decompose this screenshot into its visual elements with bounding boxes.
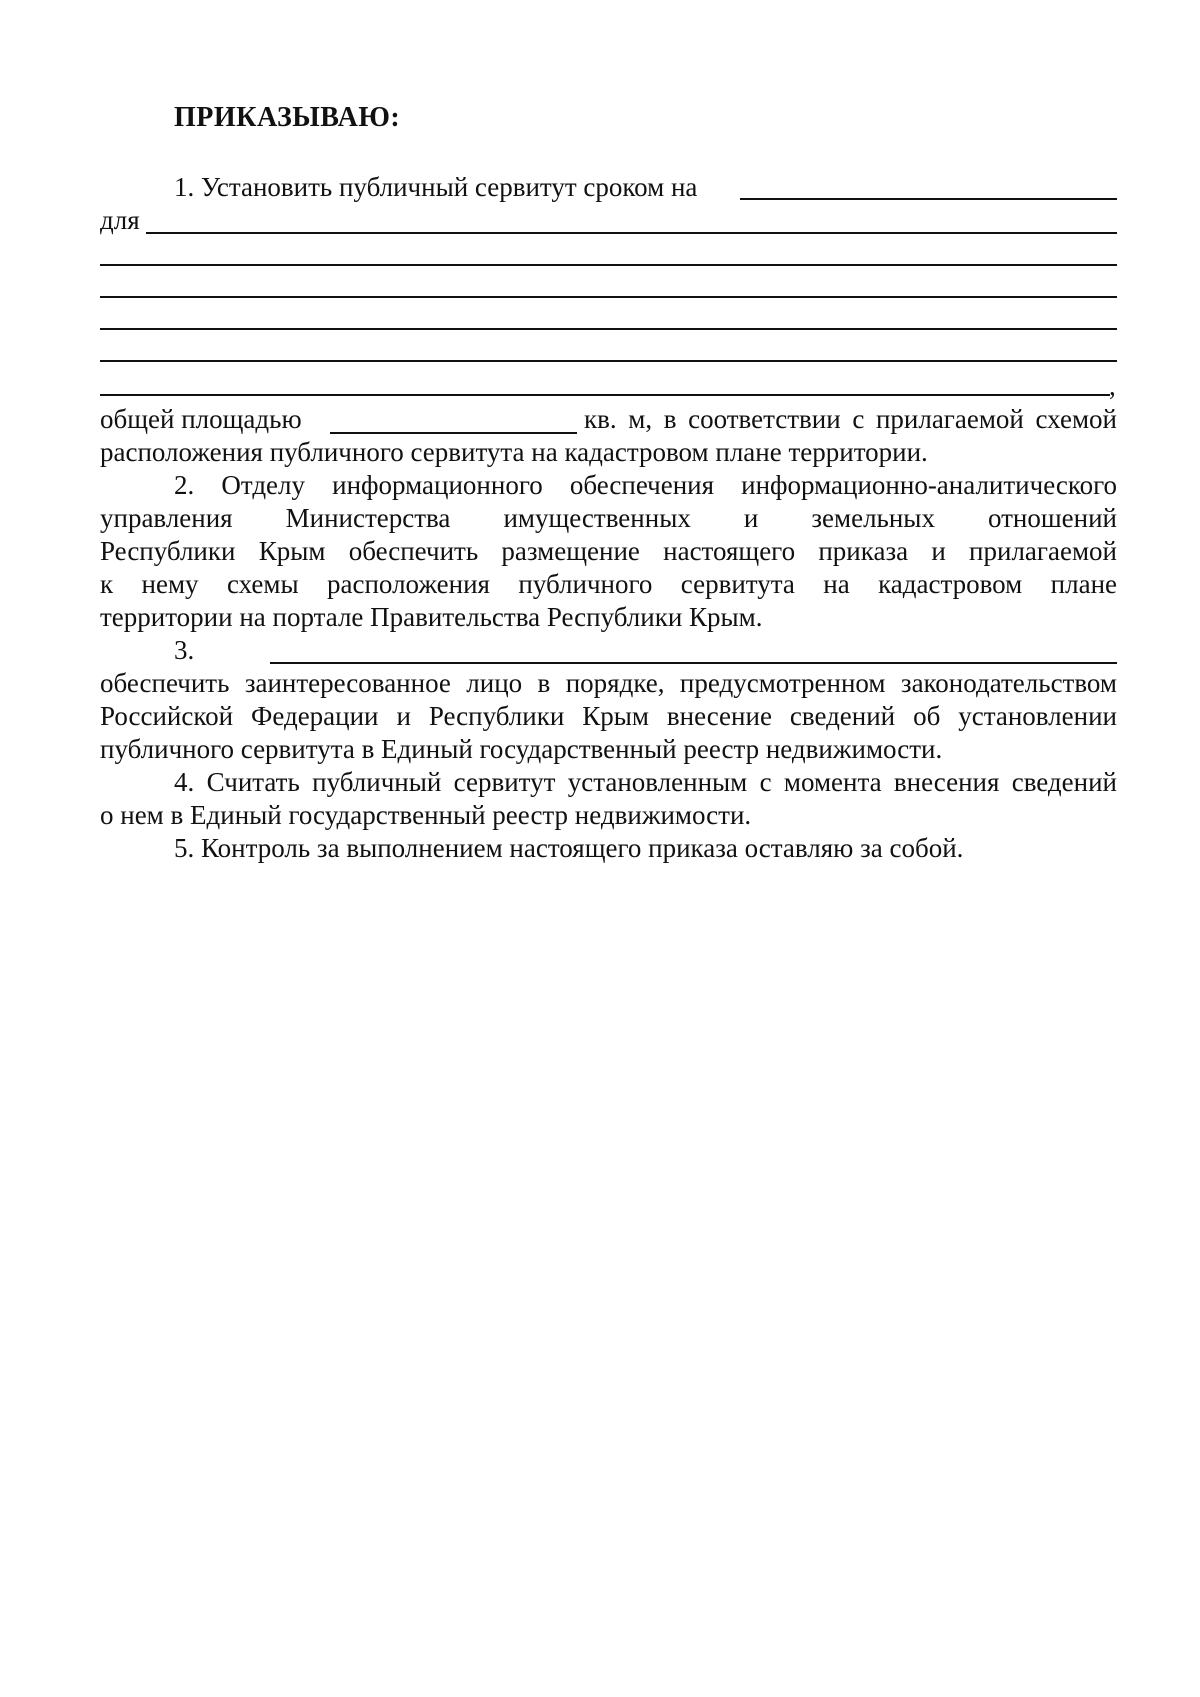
purpose-blank-line-5[interactable] bbox=[100, 360, 1117, 362]
purpose-blank-line-4[interactable] bbox=[100, 328, 1117, 330]
item1-for-label: для bbox=[100, 205, 140, 235]
item2-line4: к нему схемы расположения публичного сервитута на кадастровом плане bbox=[100, 569, 1117, 599]
item3-number: 3. bbox=[174, 635, 195, 665]
purpose-blank-line-2[interactable] bbox=[100, 264, 1117, 266]
item1-line2: расположения публичного сервитута на кадастровом плане территории. bbox=[100, 437, 928, 467]
purpose-blank-line-6[interactable] bbox=[100, 394, 1110, 396]
item2-line1: 2. Отделу информационного обеспечения информационно-аналитического bbox=[174, 470, 1117, 500]
document-heading: ПРИКАЗЫВАЮ: bbox=[174, 102, 401, 133]
item5-line1: 5. Контроль за выполнением настоящего приказа оставляю за собой. bbox=[174, 833, 964, 863]
item4-line1: 4. Считать публичный сервитут установленным с момента внесения сведений bbox=[174, 767, 1117, 797]
item2-line2: управления Министерства имущественных и земельных отношений bbox=[100, 503, 1117, 533]
term-blank-line[interactable] bbox=[740, 198, 1117, 200]
purpose-comma: , bbox=[1109, 371, 1116, 401]
item1-lead: 1. Установить публичный сервитут сроком на bbox=[174, 172, 698, 202]
item3-line1: обеспечить заинтересованное лицо в порядке, предусмотренном законодательством bbox=[100, 668, 1117, 698]
item1-area-tail: кв. м, в соответствии с прилагаемой схемой bbox=[584, 404, 1117, 434]
purpose-blank-line-1[interactable] bbox=[146, 232, 1117, 234]
item1-area-label: общей площадью bbox=[100, 404, 302, 434]
area-blank-line[interactable] bbox=[330, 432, 577, 434]
item3-line2: Российской Федерации и Республики Крым внесение сведений об установлении bbox=[100, 701, 1117, 731]
responsible-blank-line[interactable] bbox=[270, 662, 1117, 664]
item2-line3: Республики Крым обеспечить размещение настоящего приказа и прилагаемой bbox=[100, 536, 1117, 566]
item2-line5: территории на портале Правительства Республики Крым. bbox=[100, 602, 763, 632]
item4-line2: о нем в Единый государственный реестр недвижимости. bbox=[100, 800, 752, 830]
purpose-blank-line-3[interactable] bbox=[100, 296, 1117, 298]
item3-line3: публичного сервитута в Единый государственный реестр недвижимости. bbox=[100, 734, 943, 764]
